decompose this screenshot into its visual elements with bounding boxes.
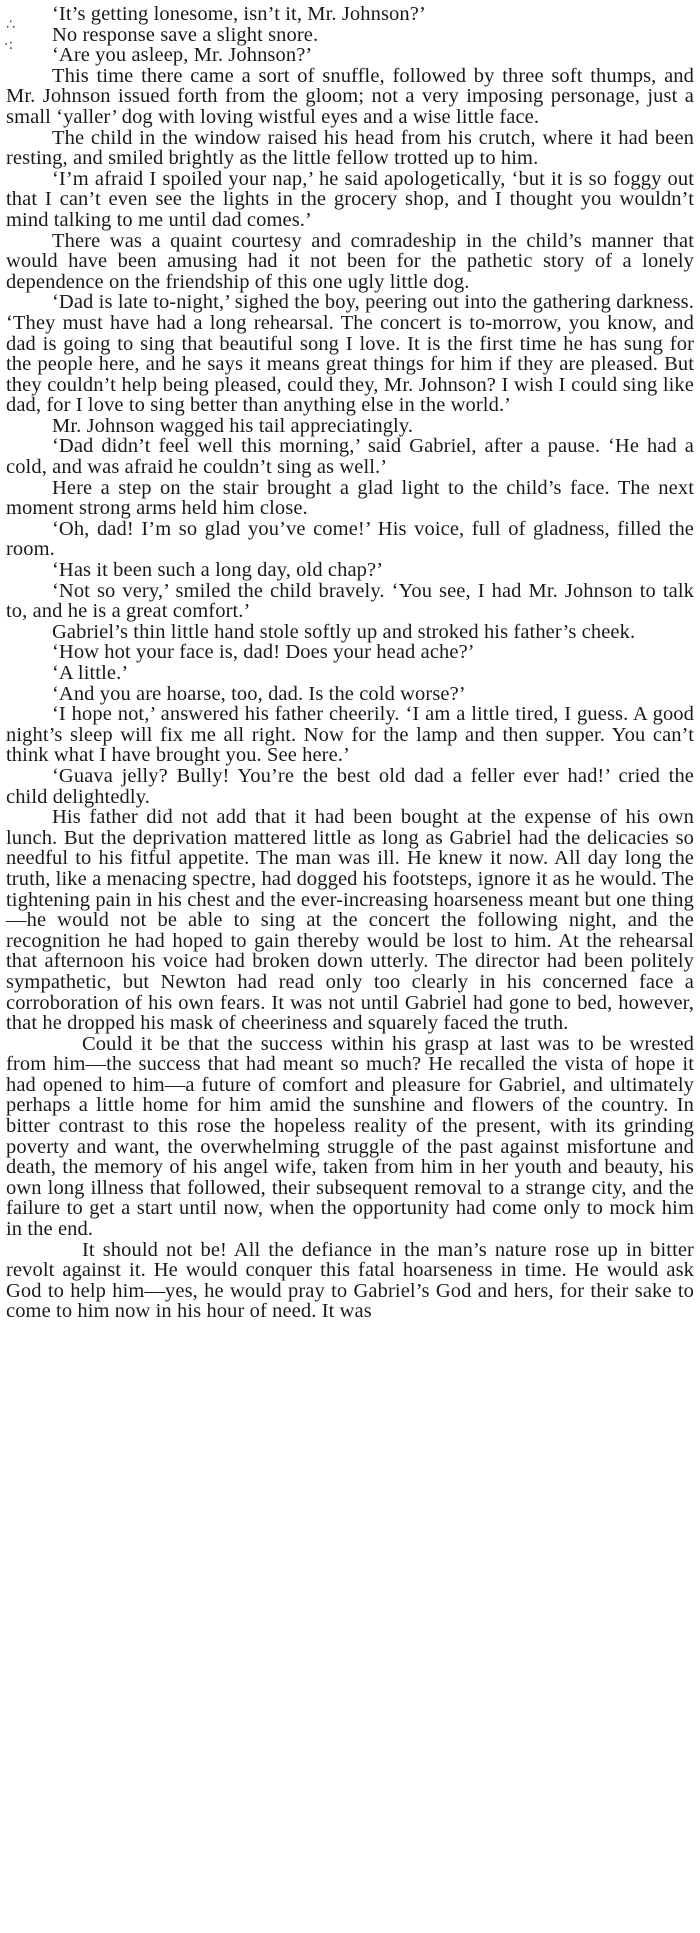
paragraph: It should not be! All the defiance in the man’s nature rose up in bitter revolt against it. He would conquer this fatal hoarseness in time. He would ask God to help him—yes, he would pray to Gabriel’s God and hers, for their sake to come to him now in his hour of need. It was: [6, 1238, 694, 1323]
paragraph: ‘I hope not,’ answered his father cheerily. ‘I am a little tired, I guess. A good night’s sleep will fix me all right. Now for the lamp and then supper. You can’t think what I have brought you. See here.’: [6, 703, 694, 767]
scanned-page: [6, 0, 694, 1933]
paragraph: ‘How hot your face is, dad! Does your head ache?’: [52, 641, 475, 664]
story-text-column: [6, 4, 694, 1322]
paragraph: ‘Dad is late to-night,’ sighed the boy, peering out into the gathering darkness. ‘They must have had a long rehearsal. The concert is to-morrow, you know, and dad is going to sing that beautiful song I love. It is the first time he has sung for the people here, and he says it means great things for him if they are pleased. But they couldn’t help being pleased, could they, Mr. Johnson? I wish I could sing like dad, for I love to sing better than anything else in the world.’: [6, 291, 694, 417]
paragraph: ‘Has it been such a long day, old chap?’: [52, 559, 384, 582]
paragraph: His father did not add that it had been bought at the expense of his own lunch. But the deprivation mattered little as long as Gabriel had the delicacies so needful to his fitful appetite. The man was ill. He knew it now. All day long the truth, like a menacing spectre, had dogged his footsteps, ignore it as he would. The tightening pain in his chest and the ever-increasing hoarseness meant but one thing—he would not be able to sing at the concert the following night, and the recognition he had hoped to gain thereby would be lost to him. At the rehearsal that afternoon his voice had broken down utterly. The director had been politely sympathetic, but Newton had read only too clearly in his concerned face a corroboration of his own fears. It was not until Gabriel had gone to bed, however, that he dropped his mask of cheeriness and squarely faced the truth.: [6, 806, 694, 1035]
paragraph: ‘Dad didn’t feel well this morning,’ said Gabriel, after a pause. ‘He had a cold, and was afraid he couldn’t sing as well.’: [6, 435, 694, 479]
paragraph: ‘A little.’: [52, 662, 129, 684]
scan-speck: ∴: [6, 17, 15, 33]
paragraph: Gabriel’s thin little hand stole softly up and stroked his father’s cheek.: [52, 620, 636, 643]
paragraph: This time there came a sort of snuffle, followed by three soft thumps, and Mr. Johnson issued forth from the gloom; not a very imposing personage, just a small ‘yaller’ dog with loving wistful eyes and a wise little face.: [6, 64, 694, 128]
paragraph: Here a step on the stair brought a glad light to the child’s face. The next moment strong arms held him close.: [6, 476, 694, 520]
paragraph: ‘I’m afraid I spoiled your nap,’ he said apologetically, ‘but it is so foggy out that I can’t even see the lights in the grocery shop, and I thought you wouldn’t mind talking to me until dad comes.’: [6, 167, 694, 231]
paragraph: Could it be that the success within his grasp at last was to be wrested from him—the success that had meant so much? He recalled the vista of hope it had opened to him—a future of comfort and pleasure for Gabriel, and ultimately perhaps a little home for him amid the sunshine and flowers of the country. In bitter contrast to this rose the hopeless reality of the present, with its grinding poverty and want, the overwhelming struggle of the past against misfortune and death, the memory of his angel wife, taken from him in her youth and beauty, his own long illness that followed, their subsequent removal to a strange city, and the failure to get a start until now, when the opportunity had come only to mock him in the end.: [6, 1032, 694, 1241]
paragraph: No response save a slight snore.: [52, 23, 319, 46]
paragraph: ‘And you are hoarse, too, dad. Is the cold worse?’: [52, 682, 466, 705]
paragraph: ‘It’s getting lonesome, isn’t it, Mr. Johnson?’: [52, 3, 426, 25]
scan-speck: ·:: [4, 37, 14, 53]
paragraph: Mr. Johnson wagged his tail appreciatingly.: [52, 414, 414, 437]
paragraph: There was a quaint courtesy and comradeship in the child’s manner that would have been amusing had it not been for the pathetic story of a lonely dependence on the friendship of this one ugly little dog.: [6, 229, 694, 293]
paragraph: ‘Are you asleep, Mr. Johnson?’: [52, 44, 313, 67]
paragraph: ‘Not so very,’ smiled the child bravely. ‘You see, I had Mr. Johnson to talk to, and he is a great comfort.’: [6, 579, 694, 623]
paragraph: The child in the window raised his head from his crutch, where it had been resting, and smiled brightly as the little fellow trotted up to him.: [6, 126, 694, 170]
paragraph: ‘Oh, dad! I’m so glad you’ve come!’ His voice, full of gladness, filled the room.: [6, 517, 694, 561]
paragraph: ‘Guava jelly? Bully! You’re the best old dad a feller ever had!’ cried the child delightedly.: [6, 764, 694, 808]
